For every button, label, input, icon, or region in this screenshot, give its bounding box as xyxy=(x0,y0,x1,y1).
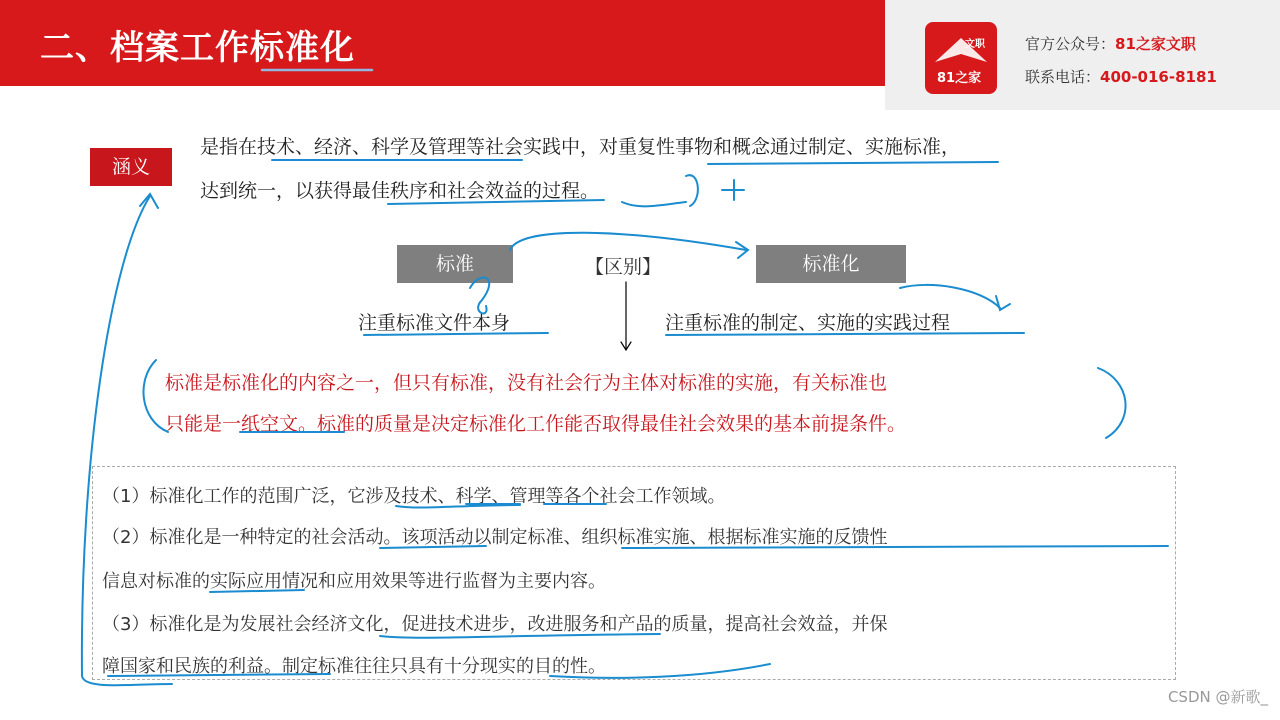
definition-line-2: 达到统一，以获得最佳秩序和社会效益的过程。 xyxy=(200,180,600,202)
logo-text-top: 文职 xyxy=(965,39,985,50)
point-item: （1）标准化工作的范围广泛，它涉及技术、科学、管理等各个社会工作领域。 xyxy=(102,486,726,507)
phone-label: 联系电话： xyxy=(1025,68,1101,86)
definition-tag: 涵义 xyxy=(90,148,172,186)
note-line-2: 只能是一纸空文。标准的质量是决定标准化工作能否取得最佳社会效果的基本前提条件。 xyxy=(165,413,907,435)
page-title: 二、档案工作标准化 xyxy=(40,28,355,68)
point-item: （2）标准化是一种特定的社会活动。该项活动以制定标准、组织标准实施、根据标准实施的反馈性 xyxy=(102,527,888,548)
point-item: （3）标准化是为发展社会经济文化，促进技术进步，改进服务和产品的质量，提高社会效益，并保 xyxy=(102,614,888,635)
account-label: 官方公众号： xyxy=(1025,35,1116,53)
standard-description: 注重标准文件本身 xyxy=(358,312,511,334)
watermark: CSDN @新歌_ xyxy=(1167,688,1268,706)
standardization-box: 标准化 xyxy=(756,245,906,283)
point-item: 信息对标准的实际应用情况和应用效果等进行监督为主要内容。 xyxy=(102,571,606,592)
account-name: 81之家文职 xyxy=(1115,35,1196,53)
difference-label: 【区别】 xyxy=(585,256,662,278)
note-line-1: 标准是标准化的内容之一，但只有标准，没有社会行为主体对标准的实施，有关标准也 xyxy=(165,372,888,394)
standard-box: 标准 xyxy=(397,245,513,283)
logo-text-bottom: 81之家 xyxy=(937,71,982,86)
phone-number: 400-016-8181 xyxy=(1100,68,1217,86)
standardization-description: 注重标准的制定、实施的实践过程 xyxy=(665,312,951,334)
point-item: 障国家和民族的利益。制定标准往往只具有十分现实的目的性。 xyxy=(102,656,606,677)
definition-line-1: 是指在技术、经济、科学及管理等社会实践中，对重复性事物和概念通过制定、实施标准， xyxy=(200,136,961,158)
